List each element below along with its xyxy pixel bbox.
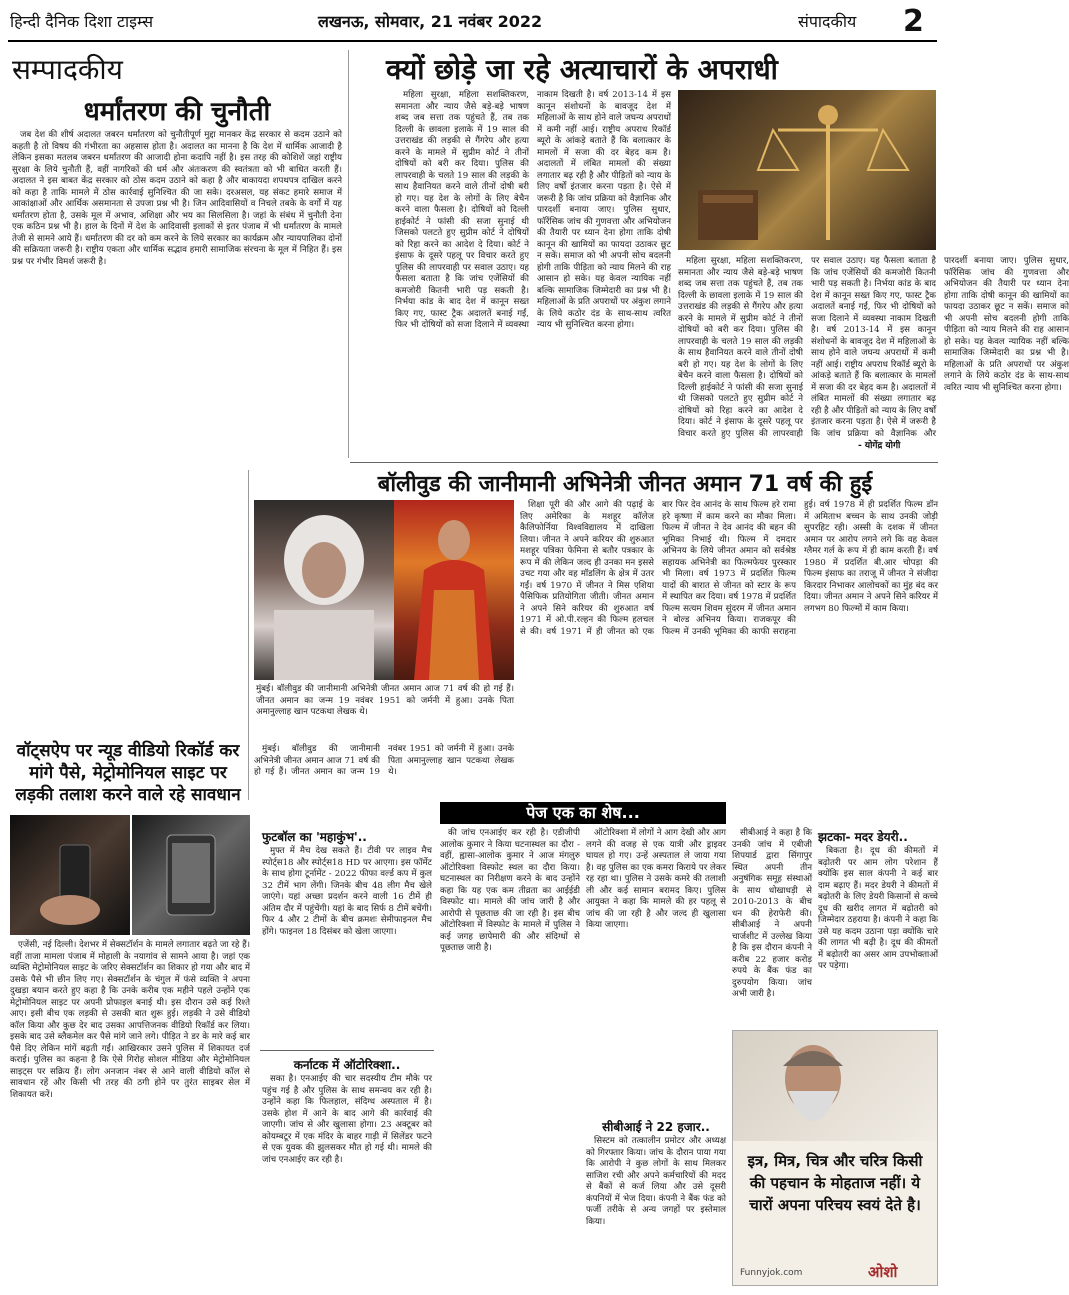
zeenat-title: बॉलीवुड की जानीमानी अभिनेत्री जीनत अमान 71 वर्ष की हुई xyxy=(377,472,873,497)
editorial-label: सम्पादकीय xyxy=(12,53,123,86)
whatsapp-body xyxy=(10,940,250,1285)
sbi-paragraph: सीबीआई ने कहा है कि उनकी जांच में एबीजी शिपयार्ड द्वारा सिंगापुर स्थित अपनी तीन अनुषंगिक समूह संस्थाओं के साथ धोखाधड़ी से 2010-2013 के बीच धन की हेराफेरी की। सीबीआई ने अपनी चार्जशीट में उल्लेख किया है कि इस दौरान कंपनी ने करीब 22 हजार करोड़ रुपये के बैंक फंड का दुरुपयोग किया। जांच अभी जारी है। xyxy=(732,828,812,999)
paper-name: हिन्दी दैनिक दिशा टाइम्स xyxy=(10,12,154,31)
lead-byline: - योगेंद्र योगी xyxy=(858,441,901,451)
lead-body xyxy=(395,90,671,460)
page-number: 2 xyxy=(903,4,924,39)
zeenat-caption: मुंबई। बॉलीवुड की जानीमानी अभिनेत्री जीनत अमान आज 71 वर्ष की हो गई हैं। जीनत अमान का जन्म 19 नवंबर 1951 को जर्मनी में हुआ। उनके पिता अमानुल्लाह खान पटकथा लेखक थे। xyxy=(256,684,514,717)
portrait-silhouette-icon xyxy=(254,500,394,680)
zeenat-paragraph: शिक्षा पूरी की और आगे की पढ़ाई के लिए अमेरिका के मशहूर कॉलेज कैलिफोर्निया विश्वविद्यालय में दाखिला लिया। जीनत ने अपने करियर की शुरुआत मशहूर पत्रिका फेमिना से बतौर पत्रकार के रूप में की लेकिन जल्द ही उनका मन इससे उचट गया और वह मॉडलिंग के क्षेत्र में उतर गईं। वर्ष 1970 में जीनत ने मिस एशिया पैसिफिक प्रतियोगिता जीती। जीनत अमान ने अपने सिने करियर की शुरुआत वर्ष 1971 में ओ.पी.रल्हन की फिल्म हलचल से की। वर्ष 1971 में ही जीनत को एक बार फिर देव आनंद के साथ फिल्म हरे रामा हरे कृष्णा में काम करने का मौका मिला। फिल्म में जीनत ने देव आनंद की बहन की भूमिका निभाई थी। फिल्म में दमदार अभिनय के लिये जीनत अमान को सर्वश्रेष्ठ सहायक अभिनेत्री का फिल्मफेयर पुरस्कार भी मिला। वर्ष 1973 में प्रदर्शित फिल्म यादों की बारात से जीनत को स्टार के रूप में स्थापित कर दिया। वर्ष 1978 में प्रदर्शित फिल्म सत्यम शिवम सुंदरम में जीनत अमान ने बोल्ड अभिनय किया। राजकपूर की फिल्म में उनकी भूमिका की काफी सराहना हुई। वर्ष 1978 में ही प्रदर्शित फिल्म डॉन में अमिताभ बच्चन के साथ उनकी जोड़ी सुपरहिट रही। अस्सी के दशक में जीनत अमान पर आरोप लगने लगे कि वह केवल ग्लैमर गर्ल के रूप में ही काम करती हैं। वर्ष 1980 में प्रदर्शित बी.आर चोपड़ा की फिल्म इंसाफ का तराजू में जीनत ने संजीदा किरदार निभाकर आलोचकों का मुंह बंद कर दिया। जीनत अमान ने अपने सिने करियर में लगभग 80 फिल्मों में काम किया। xyxy=(520,500,938,637)
zeenat-paragraph-lower: मुंबई। बॉलीवुड की जानीमानी अभिनेत्री जीनत अमान आज 71 वर्ष की हो गई हैं। जीनत अमान का जन्म 19 नवंबर 1951 को जर्मनी में हुआ। उनके पिता अमानुल्लाह खान पटकथा लेखक थे। xyxy=(254,744,514,777)
video-call-photo xyxy=(132,815,250,935)
whatsapp-paragraph: एजेंसी, नई दिल्ली। देशभर में सेक्सटॉर्शन के मामले लगातार बढ़ते जा रहे हैं। वहीं ताजा मामला पंजाब में मोहाली के नयागांव से सामने आया है। जहां एक व्यक्ति मेट्रोमोनियल साइट के जरिए सेक्सटॉर्शन का शिकार हो गया और बाद में उसके पैसे भी छीन लिए गए। सेक्सटॉर्शन के चंगुल में फंसे व्यक्ति ने अपना दुखड़ा बयान करते हुए कहा है कि उनके करीब एक महीने पहले उन्होंने एक मेट्रोमोनियल साइट पर अपनी प्रोफाइल बनाई थी। इस दौरान उसे कई रिश्ते आए। इसी बीच एक लड़की से उसकी बात शुरू हुई। लड़की ने उसे वीडियो कॉल किया और कुछ देर बाद उसका आपत्तिजनक वीडियो रिकॉर्ड कर लिया। इसके बाद उसे ब्लैकमेल कर पैसे मांगे जाने लगे। पीड़ित ने डर के मारे कई बार पैसे दिए लेकिन मांगें बढ़ती गईं। आखिरकार उसने पुलिस में शिकायत दर्ज कराई। पुलिस का कहना है कि ऐसे गिरोह सोशल मीडिया और मेट्रोमोनियल साइट्स पर सक्रिय हैं। लोग अनजान नंबर से आने वाली वीडियो कॉल से सावधान रहें और किसी भी तरह की ठगी होने पर तुरंत साइबर सेल में शिकायत करें। xyxy=(10,940,250,1100)
justice-statue-photo xyxy=(678,90,936,250)
dairy-body xyxy=(818,846,938,1024)
lead-body-continued xyxy=(678,256,1069,446)
whatsapp-title: वॉट्सऐप पर न्यूड वीडियो रिकॉर्ड कर मांगे पैसे, मेट्रोमोनियल साइट पर लड़की तलाश करने वाले रहे सावधान xyxy=(15,741,241,805)
page-ek-paragraph: की जांच एनआईए कर रही है। एडीजीपी आलोक कुमार ने किया घटनास्थल का दौरा - वहीं, ह्वासा-आलोक कुमार ने आज मंगलुरु ऑटोरिक्शा विस्फोट स्थल का दौरा किया। घटनास्थल का निरीक्षण करने के बाद उन्होंने कहा कि यह एक कम तीव्रता का आईईडी विस्फोट था। मामले की जांच जारी है और आरोपी से पूछताछ की जा रही है। इस बीच ऑटोरिक्शा में विस्फोट के मामले में पुलिस ने कई जगह छापेमारी की और संदिग्धों से पूछताछ जारी है। xyxy=(440,828,580,953)
dairy-title: झटका- मदर डेयरी.. xyxy=(818,830,908,844)
osho-photo xyxy=(733,1031,937,1141)
osho-signature: ओशो xyxy=(868,1263,898,1281)
karnataka-paragraph: सका है। एनआईए की चार सदस्यीय टीम मौके पर पहुंच गई है और पुलिस के साथ समन्वय कर रही है। उन्होंने कहा कि फिलहाल, संदिग्ध अस्पताल में है। उसके होश में आने के बाद आगे की कार्रवाई की जाएगी। जांच से और खुलासा होगा। 23 अक्टूबर को कोयम्बटूर में एक मंदिर के बाहर गाड़ी में सिलेंडर फटने से एक युवक की झुलसकर मौत हो गई थी। मामले की जांच एनआईए कर रही है। xyxy=(262,1074,432,1165)
karnataka-title: कर्नाटक में ऑटोरिक्शा.. xyxy=(293,1058,401,1072)
page-ek-body xyxy=(440,828,580,1286)
zeenat-photo-film-still xyxy=(394,500,514,680)
page-continued-banner: पेज एक का शेष... xyxy=(440,802,726,824)
divider xyxy=(350,462,938,463)
column-rule xyxy=(348,50,349,458)
source-site: Funnyjok.com xyxy=(740,1268,803,1278)
smartphone-icon xyxy=(132,815,250,935)
scales-of-justice-icon xyxy=(678,90,936,250)
cbi-body xyxy=(586,1136,726,1286)
hand-holding-phone-icon xyxy=(10,815,130,935)
zeenat-photo-recent xyxy=(254,500,394,680)
bearded-man-portrait-icon xyxy=(733,1031,937,1141)
osho-quote: इत्र, मित्र, चित्र और चरित्र किसी की पहचान के मोहताज नहीं। ये चारों अपना परिचय स्वयं देते है। xyxy=(747,1152,923,1214)
divider xyxy=(260,1050,434,1051)
page-ek-body-2 xyxy=(586,828,726,1114)
cbi-title: सीबीआई ने 22 हजार.. xyxy=(602,1120,710,1134)
column-rule xyxy=(248,470,249,800)
issue-date: लखनऊ, सोमवार, 21 नवंबर 2022 xyxy=(318,12,543,31)
editorial-title: धर्मांतरण की चुनौती xyxy=(83,97,271,127)
lead-paragraph: महिला सुरक्षा, महिला सशक्तिकरण, समानता और न्याय जैसे बड़े-बड़े भाषण शब्द जब सत्ता तक पहुंचते हैं, तब तक दिल्ली के छावला इलाके में 19 साल की उत्तराखंड की लड़की से गैंगरेप और हत्या करने के मामले में सुप्रीम कोर्ट ने तीनों दोषियों को बरी कर दिया। पुलिस की लापरवाही के चलते 19 साल की लड़की के साथ हैवानियत करने वाले तीनों दोषी बरी हो गए। यह देश के लोगों के लिए बेचैन करने वाला फैसला है। दोषियों को दिल्ली हाईकोर्ट ने फांसी की सजा सुनाई थी जिसको पलटते हुए सुप्रीम कोर्ट ने दोषियों को रिहा करने का आदेश दे दिया। कोर्ट ने इंसाफ के दूसरे पहलू पर विचार करते हुए पुलिस की लापरवाही पर सवाल उठाए। यह फैसला बताता है कि जांच एजेंसियों की कमजोरी कितनी भारी पड़ सकती है। निर्भया कांड के बाद देश में कानून सख्त किए गए, फास्ट ट्रैक अदालतें बनाई गईं, फिर भी दोषियों को सजा दिलाने में व्यवस्था नाकाम दिखती है। वर्ष 2013-14 में इस कानून संशोधनों के बावजूद देश में महिलाओं के साथ होने वाले जघन्य अपराधों में कमी नहीं आई। राष्ट्रीय अपराध रिकॉर्ड ब्यूरो के आंकड़े बताते हैं कि बलात्कार के मामलों में सजा की दर बेहद कम है। अदालतों में लंबित मामलों की संख्या लगातार बढ़ रही है और पीड़ितों को न्याय के लिए वर्षों इंतजार करना पड़ता है। ऐसे में जरूरी है कि जांच प्रक्रिया को वैज्ञानिक और पारदर्शी बनाया जाए। पुलिस सुधार, फॉरेंसिक जांच की गुणवत्ता और अभियोजन की तैयारी पर ध्यान देना होगा ताकि दोषी कानून की खामियों का फायदा उठाकर छूट न सकें। समाज को भी अपनी सोच बदलनी होगी ताकि पीड़िता को न्याय मिलने की राह आसान हो सके। यह केवल न्यायिक नहीं बल्कि सामाजिक जिम्मेदारी का प्रश्न भी है। महिलाओं के प्रति अपराधों पर अंकुश लगाने के लिये कठोर दंड के साथ-साथ त्वरित न्याय भी सुनिश्चित करना होगा। xyxy=(395,90,671,330)
phone-user-photo xyxy=(10,815,130,935)
masthead xyxy=(8,4,937,42)
cbi-paragraph: सिस्टम को तत्कालीन प्रमोटर और अध्यक्ष को गिरफ्तार किया। जांच के दौरान पाया गया कि आरोपी ने कुछ लोगों के साथ मिलकर साजिश रची और अपने कर्मचारियों की मदद से बैंकों से कर्ज लिया और उसे दूसरी कंपनियों में भेज दिया। कंपनी ने बैंक फंड को फर्जी तरीके से अन्य जगहों पर इस्तेमाल किया। xyxy=(586,1136,726,1227)
football-paragraph: मुफ्त में मैच देख सकते हैं। टीवी पर लाइव मैच स्पोर्ट्स18 और स्पोर्ट्स18 HD पर आएगा। इस फॉर्मेट के साथ होगा टूर्नामेंट - 2022 फीफा वर्ल्ड कप में कुल 32 टीमें भाग लेंगी। जिनके बीच 48 लीग मैच खेले जाएंगे। यहां अच्छा प्रदर्शन करने वाली 16 टीमें ही अंतिम दौर में पहुंचेंगी। यहां के बाद सिर्फ 8 टीमें बचेंगी। फिर 4 और 2 टीमों के बीच क्रमशः सेमीफाइनल मैच होंगे। फाइनल 18 दिसंबर को खेला जाएगा। xyxy=(262,846,432,937)
dairy-paragraph: बिकता है। दूध की कीमतों में बढ़ोतरी पर आम लोग परेशान हैं क्योंकि इस साल कंपनी ने कई बार दाम बढ़ाए हैं। मदर डेयरी ने कीमतों में बढ़ोतरी के लिए डेयरी किसानों से कच्चे दूध की खरीद लागत में बढ़ोतरी को जिम्मेदार ठहराया है। कंपनी ने कहा कि उसे यह कदम उठाना पड़ा क्योंकि चारे की लागत भी बढ़ी है। दूध की कीमतों में बढ़ोतरी का असर आम उपभोक्ताओं पर पड़ेगा। xyxy=(818,846,938,971)
zeenat-body-lower xyxy=(254,744,514,798)
football-body xyxy=(262,846,432,1046)
sbi-body xyxy=(732,828,812,1024)
football-title: फुटबॉल का 'महाकुंभ'.. xyxy=(262,830,367,844)
editorial-paragraph: जब देश की शीर्ष अदालत जबरन धर्मांतरण को चुनौतीपूर्ण मुद्दा मानकर केंद्र सरकार से कदम उठाने को कहती है तो विषय की गंभीरता का अहसास होता है। अदालत का मानना है कि देश में धार्मिक आजादी है लेकिन इसका मतलब जबरन धर्मांतरण की आजादी होना कदापि नहीं है। इस तरह की कोशिशें जहां राष्ट्रीय सुरक्षा के लिये चुनौती हैं, वहीं नागरिकों की धर्म और अंतःकरण की स्वतंत्रता को भी बाधित करती हैं। अदालत ने इस बाबत केंद्र सरकार को ठोस कदम उठाने को कहा है और बाकायदा शपथपत्र दाखिल करने को कहा है ताकि मामले में ठोस कार्रवाई सुनिश्चित की जा सके। दरअसल, यह संकट हमारे समाज में आकांक्षाओं और आर्थिक असमानता से उपजा प्रश्न भी है। जिन आदिवासियों व निचले तबके के वर्गों में यह धर्मांतरण होता है, उसके मूल में अभाव, अशिक्षा और भय का सिलसिला है। जहां के संबंध में चुनौती देना एक कठिन प्रश्न भी है। हाल के दिनों में देश के आदिवासी इलाकों से इतर पंजाब में भी धर्मांतरण के मामले तेजी से सामने आये हैं। धर्मांतरण की दर को कम करने के लिये सरकार का कार्यक्रम और न्यायपालिका दोनों की सक्रियता जरूरी है। राष्ट्रीय एकता और धार्मिक सद्भाव हमारी सामाजिक संरचना के मूल में निहित हैं। इस प्रश्न पर गंभीर विमर्श जरूरी है। xyxy=(12,130,342,267)
lead-paragraph-continued: महिला सुरक्षा, महिला सशक्तिकरण, समानता और न्याय जैसे बड़े-बड़े भाषण शब्द जब सत्ता तक पहुंचते हैं, तब तक दिल्ली के छावला इलाके में 19 साल की उत्तराखंड की लड़की से गैंगरेप और हत्या करने के मामले में सुप्रीम कोर्ट ने तीनों दोषियों को बरी कर दिया। पुलिस की लापरवाही के चलते 19 साल की लड़की के साथ हैवानियत करने वाले तीनों दोषी बरी हो गए। यह देश के लोगों के लिए बेचैन करने वाला फैसला है। दोषियों को दिल्ली हाईकोर्ट ने फांसी की सजा सुनाई थी जिसको पलटते हुए सुप्रीम कोर्ट ने दोषियों को रिहा करने का आदेश दे दिया। कोर्ट ने इंसाफ के दूसरे पहलू पर विचार करते हुए पुलिस की लापरवाही पर सवाल उठाए। यह फैसला बताता है कि जांच एजेंसियों की कमजोरी कितनी भारी पड़ सकती है। निर्भया कांड के बाद देश में कानून सख्त किए गए, फास्ट ट्रैक अदालतें बनाई गईं, फिर भी दोषियों को सजा दिलाने में व्यवस्था नाकाम दिखती है। वर्ष 2013-14 में इस कानून संशोधनों के बावजूद देश में महिलाओं के साथ होने वाले जघन्य अपराधों में कमी नहीं आई। राष्ट्रीय अपराध रिकॉर्ड ब्यूरो के आंकड़े बताते हैं कि बलात्कार के मामलों में सजा की दर बेहद कम है। अदालतों में लंबित मामलों की संख्या लगातार बढ़ रही है और पीड़ितों को न्याय के लिए वर्षों इंतजार करना पड़ता है। ऐसे में जरूरी है कि जांच प्रक्रिया को वैज्ञानिक और पारदर्शी बनाया जाए। पुलिस सुधार, फॉरेंसिक जांच की गुणवत्ता और अभियोजन की तैयारी पर ध्यान देना होगा ताकि दोषी कानून की खामियों का फायदा उठाकर छूट न सकें। समाज को भी अपनी सोच बदलनी होगी ताकि पीड़िता को न्याय मिलने की राह आसान हो सके। यह केवल न्यायिक नहीं बल्कि सामाजिक जिम्मेदारी का प्रश्न भी है। महिलाओं के प्रति अपराधों पर अंकुश लगाने के लिये कठोर दंड के साथ-साथ त्वरित न्याय भी सुनिश्चित करना होगा। xyxy=(678,256,1069,439)
zeenat-body xyxy=(520,500,938,798)
section-name: संपादकीय xyxy=(798,12,857,31)
lead-title: क्यों छोड़े जा रहे अत्याचारों के अपराधी xyxy=(386,53,778,86)
figure-in-red-saree-icon xyxy=(394,500,514,680)
page-ek-paragraph-2: ऑटोरिक्शा में लोगों ने आग देखी और आग लगने की वजह से एक यात्री और ड्राइवर घायल हो गए। उन्हें अस्पताल ले जाया गया है। वह पुलिस का एक कमरा किराये पर लेकर रह रहा था। पुलिस ने उसके कमरे की तलाशी ली और कई सामान बरामद किए। पुलिस आयुक्त ने कहा कि मामले की हर पहलू से जांच की जा रही है और जल्द ही खुलासा किया जाएगा। xyxy=(586,828,726,930)
karnataka-body xyxy=(262,1074,432,1286)
